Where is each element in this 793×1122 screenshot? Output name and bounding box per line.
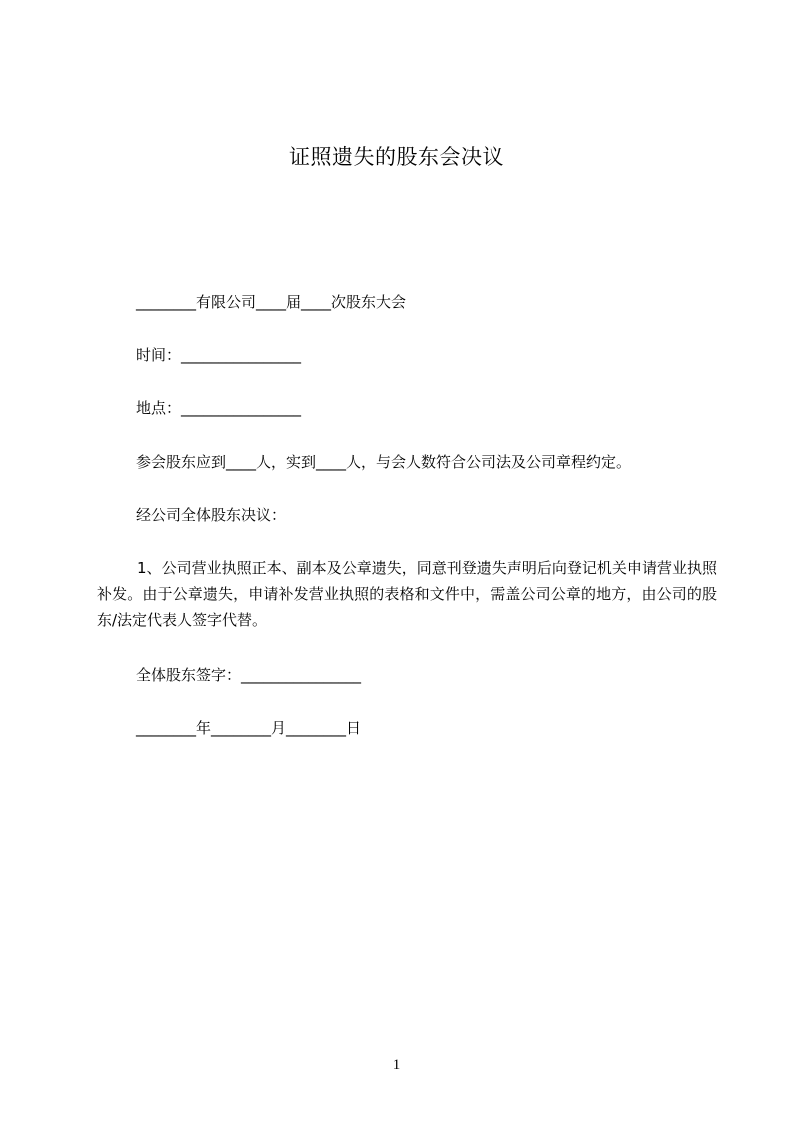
resolution-item-1: 1、公司营业执照正本、副本及公章遗失，同意刊登遗失声明后向登记机关申请营业执照补发。由于公章遗失，申请补发营业执照的表格和文件中，需盖公司公章的地方，由公司的股东/法定代表人签字代替。 <box>97 559 717 629</box>
date-line: ________年________月________日 <box>136 719 362 737</box>
page-number: 1 <box>392 1057 401 1073</box>
signature-line: 全体股东签字：________________ <box>136 666 362 684</box>
time-line: 时间：________________ <box>136 346 302 364</box>
attendance-line: 参会股东应到____人，实到____人，与会人数符合公司法及公司章程约定。 <box>136 453 632 471</box>
place-line: 地点：________________ <box>136 399 302 417</box>
resolution-intro: 经公司全体股东决议： <box>136 506 287 524</box>
meeting-header: ________有限公司____届____次股东大会 <box>136 293 407 311</box>
document-title: 证照遗失的股东会决议 <box>289 145 504 169</box>
